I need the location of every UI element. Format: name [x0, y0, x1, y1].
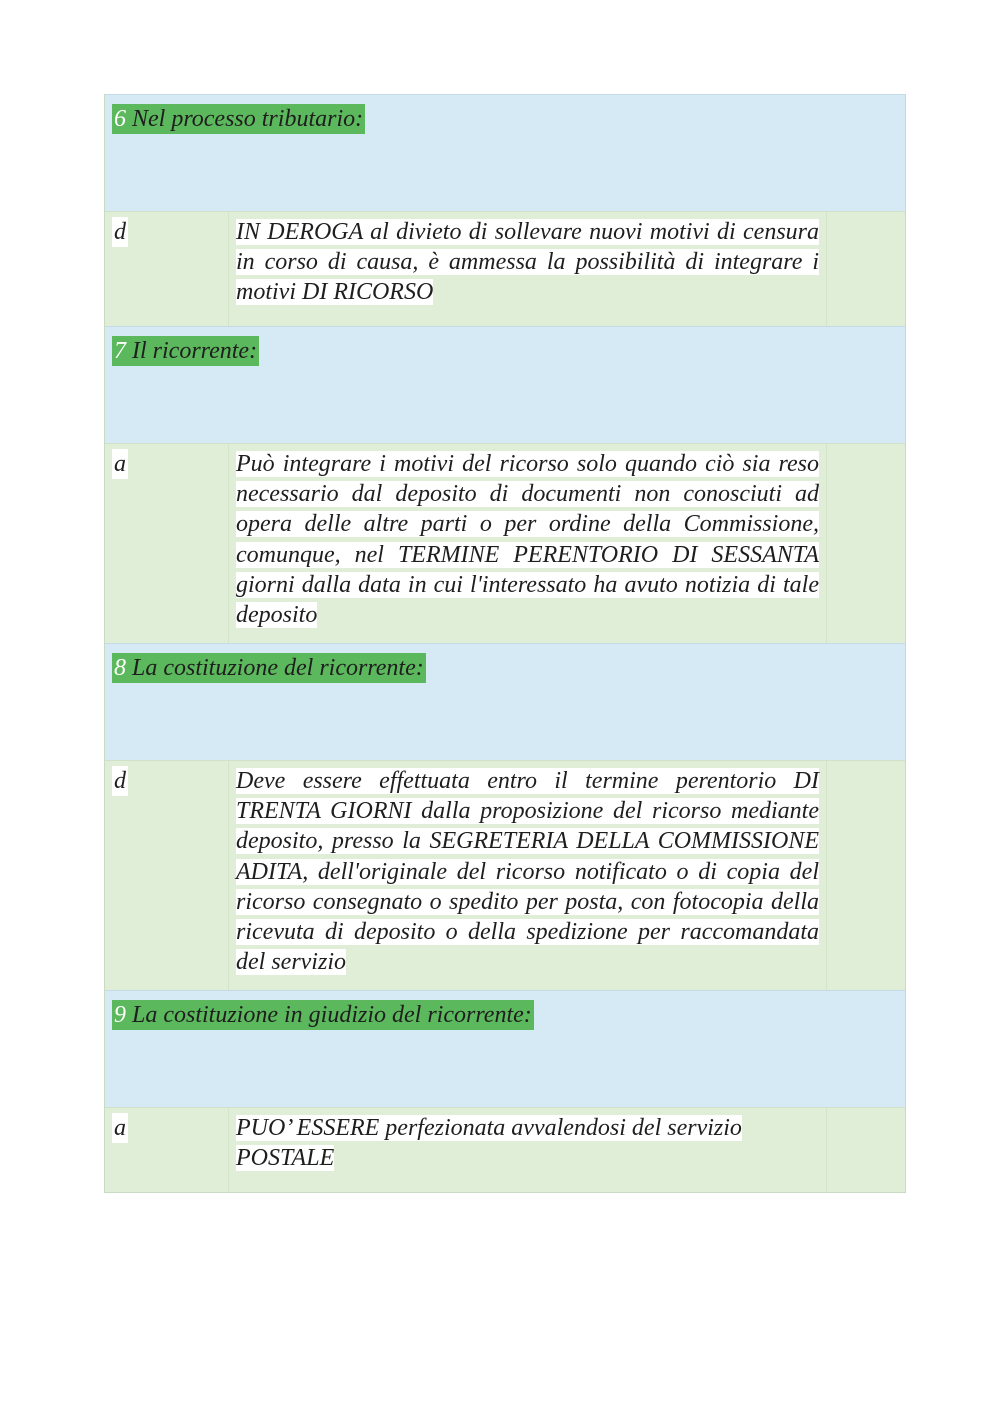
- question-title: [112, 653, 426, 683]
- question-row: [105, 990, 905, 1107]
- question-number: 9: [114, 1002, 126, 1028]
- quiz-table: [104, 94, 906, 1193]
- answer-text: Deve essere effettuata entro il termine perentorio DI TRENTA GIORNI dalla proposizione del ricorso mediante deposito, presso la SEGRETERIA DELLA COMMISSIONE ADITA, dell'originale del ricorso notificato o di copia del ricorso consegnato o spedito per posta, con fotocopia della ricevuta di deposito o della spedizione per raccomandata del servizio: [236, 768, 819, 976]
- answer-row: [105, 1107, 905, 1192]
- question-number: 6: [114, 106, 126, 132]
- answer-text: Può integrare i motivi del ricorso solo quando ciò sia reso necessario dal deposito di documenti non conosciuti ad opera delle altre parti o per ordine della Commissione, comunque, nel TERMINE PERENTORIO DI SESSANTA giorni dalla data in cui l'interessato ha avuto notizia di tale deposito: [236, 451, 819, 629]
- question-row: [105, 326, 905, 443]
- question-row: [105, 643, 905, 760]
- answer-letter: d: [114, 219, 126, 245]
- question-title: [112, 104, 365, 134]
- answer-letter-cell: [105, 212, 229, 326]
- answer-letter-cell: [105, 761, 229, 990]
- answer-text: IN DEROGA al divieto di sollevare nuovi motivi di censura in corso di causa, è ammessa la possibilità di integrare i motivi DI RICORSO: [236, 219, 819, 306]
- question-title: [112, 1000, 534, 1030]
- answer-row: [105, 443, 905, 643]
- empty-cell: [827, 1108, 905, 1192]
- answer-text-cell: [229, 444, 827, 643]
- question-row: [105, 94, 905, 211]
- question-text: La costituzione del ricorrente:: [132, 655, 424, 681]
- answer-letter: d: [114, 768, 126, 794]
- question-text: La costituzione in giudizio del ricorrente:: [132, 1002, 532, 1028]
- answer-text-cell: [229, 1108, 827, 1192]
- question-text: Il ricorrente:: [132, 338, 258, 364]
- answer-letter-cell: [105, 444, 229, 643]
- empty-cell: [827, 212, 905, 326]
- answer-letter: a: [114, 451, 126, 477]
- answer-row: [105, 211, 905, 326]
- question-number: 7: [114, 338, 126, 364]
- answer-text-cell: [229, 212, 827, 326]
- question-title: [112, 336, 259, 366]
- question-text: Nel processo tributario:: [132, 106, 364, 132]
- question-number: 8: [114, 655, 126, 681]
- answer-row: [105, 760, 905, 990]
- answer-text-cell: [229, 761, 827, 990]
- empty-cell: [827, 761, 905, 990]
- answer-text: PUO’ ESSERE perfezionata avvalendosi del servizio POSTALE: [236, 1115, 742, 1172]
- answer-letter: a: [114, 1115, 126, 1141]
- empty-cell: [827, 444, 905, 643]
- answer-letter-cell: [105, 1108, 229, 1192]
